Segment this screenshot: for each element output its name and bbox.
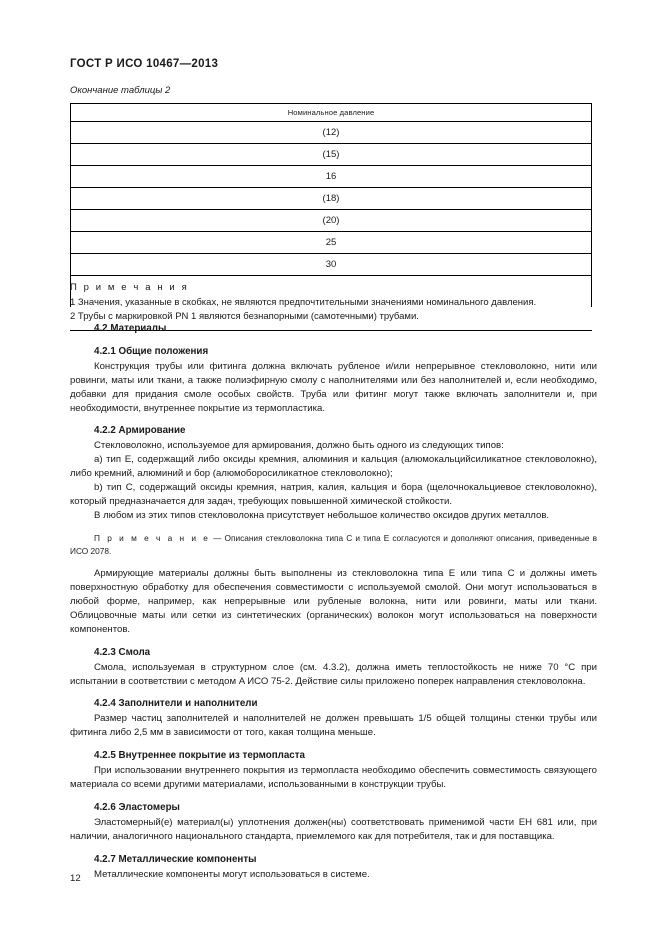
standard-title: ГОСТ Р ИСО 10467—2013	[70, 58, 219, 70]
heading-4-2-3: 4.2.3 Смола	[94, 646, 151, 658]
table-row	[70, 210, 592, 232]
paragraph-reinforcement-closing: Армирующие материалы должны быть выполнены из стекловолокна типа E или типа C и должны иметь поверхностную обработку для обеспечения совместимости с используемой смолой. Они могут использоваться в любой форме, например, как непрерывные или рубленые волокна, нити или ровинги, маты или ткани. Облицовочные маты или сетки из синтетических (органических) волокон могут использоваться на поверхности компонентов.	[70, 568, 597, 635]
page-number: 12	[70, 873, 81, 884]
heading-4-2-4: 4.2.4 Заполнители и наполнители	[94, 698, 258, 710]
paragraph-reinforcement-item-a: a) тип E, содержащий либо оксиды кремния, алюминия и кальция (алюмокальцийсиликатное стекловолокно), либо кремний, алюминий и бор (алюмоборосиликатное стекловолокно);	[70, 454, 597, 480]
paragraph-resin: Смола, используемая в структурном слое (см. 4.3.2), должна иметь теплостойкость не ниже 70 °С при испытании в соответствии с методом A ИСО 75-2. Действие силы приложено поперек направления стекловолокна.	[70, 661, 597, 687]
table-header-cell: Номинальное давление	[70, 104, 592, 122]
paragraph-reinforcement-after: В любом из этих типов стекловолокна присутствует небольшое количество оксидов других металлов.	[94, 509, 550, 521]
table-caption: Окончание таблицы 2	[70, 85, 171, 96]
table-cell-value: 16	[70, 166, 592, 188]
heading-4-2-5: 4.2.5 Внутреннее покрытие из термопласта	[94, 750, 306, 762]
table-cell-value: (18)	[70, 188, 592, 210]
heading-4-2-2: 4.2.2 Армирование	[94, 425, 186, 437]
table-cell-value: 30	[70, 254, 592, 276]
table-row	[70, 188, 592, 210]
table-cell-value: (12)	[70, 122, 592, 144]
paragraph-reinforcement-note	[70, 532, 597, 558]
paragraph-elastomers: Эластомерный(е) материал(ы) уплотнения должен(ны) соответствовать применимой части ЕН 681 или, при наличии, аналогичного национального стандарта, приемлемого как для потребителя, так и для поставщика.	[70, 816, 597, 842]
table-header-row	[70, 104, 592, 122]
paragraph-reinforcement-item-b: b) тип C, содержащий оксиды кремния, натрия, калия, кальция и бора (щелочнокальциевое стекловолокно), который предназначается для задач, требующих повышенной химической стойкости.	[70, 482, 597, 507]
table-notes-title: П р и м е ч а н и я	[70, 282, 189, 293]
paragraph-reinforcement-intro: Стекловолокно, используемое для армирования, должно быть одного из следующих типов:	[94, 440, 504, 452]
table-cell-value: (15)	[70, 144, 592, 166]
table-row	[70, 144, 592, 166]
paragraph-liner: При использовании внутреннего покрытия из термопласта необходимо обеспечить совместимость связующего материала со всеми другими материалами, использованными в конструкции трубы.	[70, 765, 597, 790]
table-cell-value: 25	[70, 232, 592, 254]
table-row	[70, 254, 592, 276]
document-body	[70, 322, 597, 881]
paragraph-metal: Металлические компоненты могут использоваться в системе.	[94, 868, 370, 880]
note-label: П р и м е ч а н и е	[94, 532, 211, 543]
table-row	[70, 232, 592, 254]
paragraph-spacer	[70, 558, 597, 567]
table-note-item: 1 Значения, указанные в скобках, не являются предпочтительными значениями номинального давления.	[70, 296, 537, 308]
paragraph-aggregates: Размер частиц заполнителей и наполнителей не должен превышать 1/5 общей толщины стенки трубы или фитинга либо 2,5 мм в зависимости от того, какая толщина меньше.	[70, 713, 597, 739]
table-row	[70, 122, 592, 144]
table-cell-value: (20)	[70, 210, 592, 232]
nominal-pressure-table	[70, 103, 592, 331]
table-note-item: 2 Трубы с маркировкой PN 1 являются безнапорными (самотечными) трубами.	[70, 311, 419, 323]
heading-4-2: 4.2 Материалы	[94, 323, 167, 334]
heading-4-2-6: 4.2.6 Эластомеры	[94, 801, 180, 813]
table-row	[70, 166, 592, 188]
heading-4-2-7: 4.2.7 Металлические компоненты	[94, 853, 257, 865]
note-text: — Описания стекловолокна типа C и типа E согласуются и дополняют описания, приведенные в ИСО 2078.	[70, 532, 597, 556]
paragraph-general: Конструкция трубы или фитинга должна включать рубленое и/или непрерывное стекловолокно, нити или ровинги, маты или ткани, а также полиэфирную смолу с наполнителями или без наполнителей и, если необходимо, добавки для придания смоле особых свойств. Труба или фитинг могут также включать заполнители и, при необходимости, внутреннее покрытие из термопластика.	[70, 360, 597, 414]
heading-4-2-1: 4.2.1 Общие положения	[94, 345, 209, 357]
